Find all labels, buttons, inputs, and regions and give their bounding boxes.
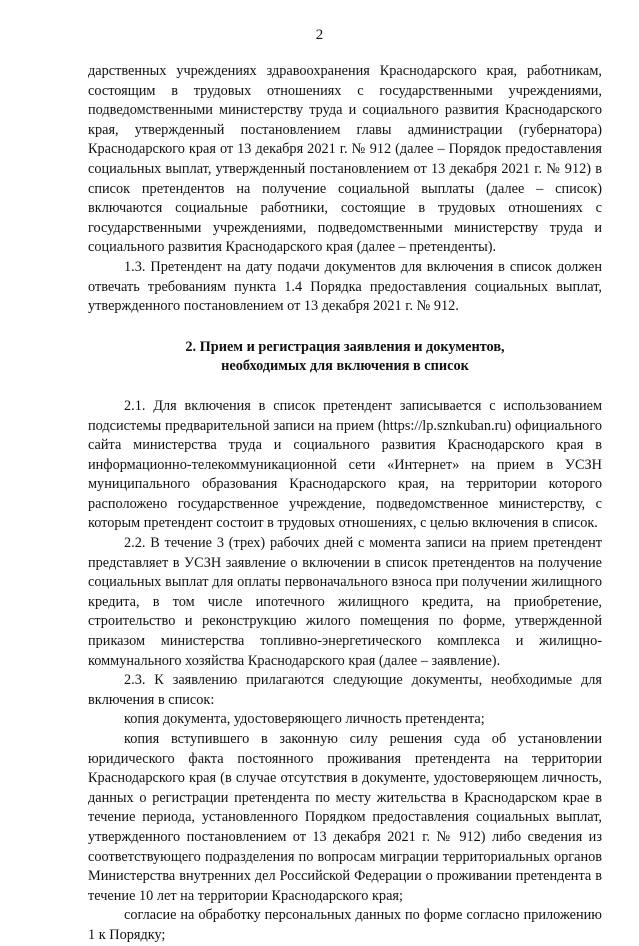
list-item: копия документа, удостоверяющего личность претендента; (124, 711, 485, 728)
page-number: 2 (315, 27, 324, 43)
paragraph: дарственных учреждениях здравоохранения Краснодарского края, работникам, состоящим в трудовых отношениях с государственными учреждениями, подведомственными министерству труда и социального развития Краснодарского края, утвержденный постановлением главы администрации (губернатора) Краснодарского края от 13 декабря 2021 г. № 912 (далее – Порядок предоставления социальных выплат, утвержденный постановлением от 13 декабря 2021 г. № 912) в список претендентов на получение социальной выплаты (далее – список) включаются социальные работники, состоящие в трудовых отношениях с государственными учреждениями, подведомственными министерству труда и социального развития Краснодарского края (далее – претенденты). (88, 63, 602, 256)
paragraph-2-3: 2.3. К заявлению прилагаются следующие документы, необходимые для включения в список: (88, 672, 602, 708)
section-heading-line-1: 2. Прием и регистрация заявления и документов, (185, 338, 505, 355)
list-item: согласие на обработку персональных данных по форме согласно приложению 1 к Порядку; (88, 907, 602, 943)
section-heading (88, 338, 602, 377)
document-body (88, 62, 602, 946)
paragraph-2-2: 2.2. В течение 3 (трех) рабочих дней с момента записи на прием претендент представляет в УСЗН заявление о включении в список претендентов на получение социальных выплат для оплаты первоначального взноса при получении жилищного кредита, в том числе ипотечного жилищного кредита, на приобретение, строительство и реконструкцию жилого помещения по форме, утвержденной приказом министерства топливно-энергетического комплекса и жилищно-коммунального хозяйства Краснодарского края (далее – заявление). (88, 535, 602, 669)
paragraph-2-1: 2.1. Для включения в список претендент записывается с использованием подсистемы предварительной записи на прием (https://lp.sznkuban.ru) официального сайта министерства труда и социального развития Краснодарского края в информационно-телекоммуникационной сети «Интернет» на прием в УСЗН муниципального образования Краснодарского края, на территории которого расположено государственное учреждение, подведомственное министерству, с которым претендент состоит в трудовых отношениях, с целью включения в список. (88, 397, 602, 532)
paragraph-1-3: 1.3. Претендент на дату подачи документов для включения в список должен отвечать требованиям пункта 1.4 Порядка предоставления социальных выплат, утвержденного постановлением от 13 декабря 2021 г. № 912. (88, 258, 602, 315)
section-heading-line-2: необходимых для включения в список (221, 358, 469, 375)
list-item: копия вступившего в законную силу решения суда об установлении юридического факта постоянного проживания претендента на территории Краснодарского края (в случае отсутствия в документе, удостоверяющем личность, данных о регистрации претендента по месту жительства в Краснодарском крае в течение периода, установленного Порядком предоставления социальных выплат, утвержденного постановлением от 13 декабря 2021 г. № 912) либо сведения из соответствующего подразделения по вопросам миграции территориальных органов Министерства внутренних дел Российской Федерации о проживании претендента в течение 10 лет на территории Краснодарского края; (88, 731, 602, 904)
